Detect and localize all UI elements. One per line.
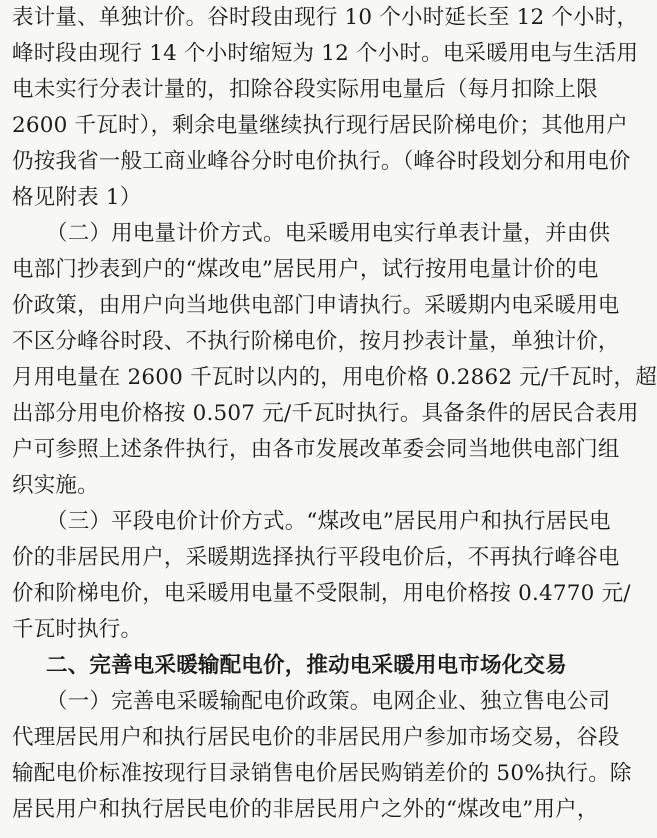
text-line: 出部分用电价格按 0.507 元/千瓦时执行。具备条件的居民合表用 [12,401,639,426]
text-line: 电未实行分表计量的，扣除谷段实际用电量后（每月扣除上限 [12,77,598,102]
text-line: 价的非居民用户，采暖期选择执行平段电价后，不再执行峰谷电 [12,545,620,570]
text-line: 峰时段由现行 14 个小时缩短为 12 个小时。电采暖用电与生活用 [12,41,639,66]
text-line: 居民用户和执行居民电价的非居民用户之外的“煤改电”用户， [12,797,599,822]
text-line: 输配电价标准按现行目录销售电价居民购销差价的 50%执行。除 [12,761,632,786]
paragraph-start-line: （一）完善电采暖输配电价政策。电网企业、独立售电公司 [46,689,611,714]
text-line: 表计量、单独计价。谷时段由现行 10 个小时延长至 12 个小时， [12,5,639,30]
text-line: 价和阶梯电价，电采暖用电量不受限制，用电价格按 0.4770 元/ [12,581,631,606]
text-line: 代理居民用户和执行居民电价的非居民用户参加市场交易，谷段 [12,725,620,750]
paragraph-start-line: （三）平段电价计价方式。“煤改电”居民用户和执行居民电 [46,509,611,534]
text-line: 格见附表 1） [12,185,142,210]
text-line: 不区分峰谷时段、不执行阶梯电价，按月抄表计量，单独计价， [12,329,620,354]
text-line: 月用电量在 2600 千瓦时以内的，用电价格 0.2862 元/千瓦时，超 [12,365,657,390]
text-line: 户可参照上述条件执行，由各市发展改革委会同当地供电部门组 [12,437,620,462]
section-heading: 二、完善电采暖输配电价，推动电采暖用电市场化交易 [46,653,567,678]
text-line: 仍按我省一般工商业峰谷分时电价执行。（峰谷时段划分和用电价 [12,149,631,174]
text-line: 织实施。 [12,473,99,498]
text-line: 电部门抄表到户的“煤改电”居民用户，试行按用电量计价的电 [12,257,599,282]
paragraph-start-line: （二）用电量计价方式。电采暖用电实行单表计量，并由供 [46,221,611,246]
text-line: 2600 千瓦时），剩余电量继续执行现行居民阶梯电价；其他用户 [12,113,629,138]
text-line: 千瓦时执行。 [12,617,143,642]
text-line: 价政策，由用户向当地供电部门申请执行。采暖期内电采暖用电 [12,293,620,318]
